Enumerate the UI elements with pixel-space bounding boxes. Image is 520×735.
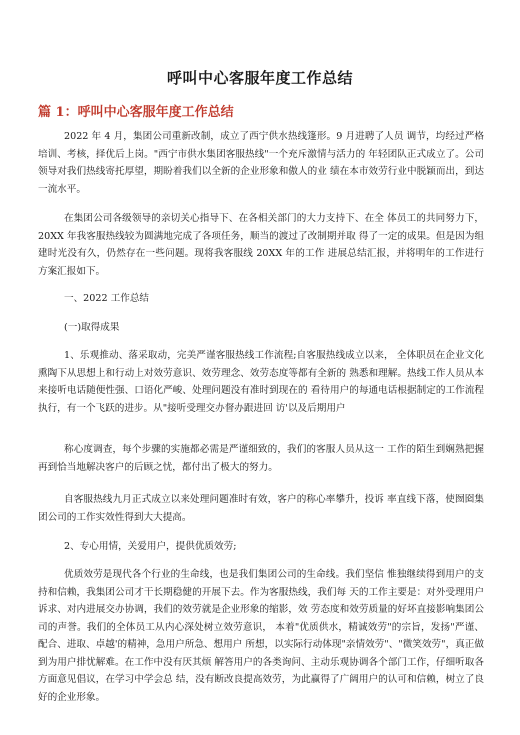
paragraph-intro: 2022 年 4 月，集团公司重新改制，成立了西宁供水热线篷形。9 月进聘了人员 调节，均经过严格培训、考核，择优后上岗。"西宁市供水集团客服热线"一个充斥激情与活力的 年轻团队正式成立了。公司领导对我们热线寄托厚望，期盼着我们以全新的企业形象和傲人的业 绩在本市效劳行业中脱颖而出，到达一流水平。 xyxy=(38,131,484,195)
paragraph-satisfaction: 称心度调查，每个步骤的实施都必需是严谨细致的，我们的客服人员从这一 工作的陌生到娴熟把握再到恰当地解决客户的后顾之忧，都付出了极大的努力。 xyxy=(38,444,484,473)
paragraph-workflow: 1、乐观推动、落采取动，完美严谨客服热线工作流程;自客服热线成立以来， 全体职员在企业文化熏陶下从思想上和行动上对效劳意识、效劳理念、效劳态度等都有全新的 熟悉和理解。热线工作人员从本来接听电话随便性强、口语化严峻、处理问题没有准时到现在的 看待用户的每通电话根据制定的工作流程执行，有一个飞跃的进步。从"接听受理交办督办跟进回 访'以及后期用户 xyxy=(38,350,484,414)
paragraph-complaints: 自客服热线九月正式成立以来处理问题准时有效，客户的称心率攀升，投诉 率直线下落，使囫囵集团公司的工作实效性得到大大提高。 xyxy=(38,494,484,523)
heading-achievements: (一)取得成果 xyxy=(64,322,120,333)
paragraph-quality-service: 优质效劳是现代各个行业的生命线，也是我们集团公司的生命线。我们坚信 惟独继续得到用户的支持和信赖，我集团公司才干长期稳健的开展下去。作为客服热线，我们每 天的工作主要是：对外受理用户诉求、对内进展交办协调，我们的效劳就是企业形象的缩影，效 劳态度和效劳质量的好坏直接影响集团公司的声誉。我们的全体员工从内心深处树立效劳意识， 本着"优质供水，精诚效劳"的宗旨，发扬"严谨、配合、进取、卓越'的精神，急用户所急、想用户 所想，以实际行动体现"亲情效劳"、"微笑效劳"，真正做到为用户排忧解难。在工作中没有厌其烦 解答用户的各类询问、主动乐观协调各个部门工作，仔细听取各方面意见倡议，在学习中学会总 结，没有断改良提高效劳，为此赢得了广阔用户的认可和信赖，树立了良好的企业形象。 xyxy=(38,569,484,703)
document-title: 呼叫中心客服年度工作总结 xyxy=(166,69,353,87)
heading-service: 2、专心用情，关爱用户，提供优质效劳; xyxy=(64,541,237,552)
section-heading: 篇 1：呼叫中心客服年度工作总结 xyxy=(38,105,234,120)
paragraph-summary: 在集团公司各级领导的亲切关心指导下、在各相关部门的大力支持下、在全 体员工的共同努力下，20XX 年我客服热线较为圆满地完成了各项任务，顺当的渡过了改制期并取 得了一定的成果。但是因为组建时光没有久，仍然存在一些问题。现将我客服线 20XX 年的工作 进展总结汇报，并将明年的工作进行方案汇报如下。 xyxy=(38,213,484,277)
heading-work-summary: 一、2022 工作总结 xyxy=(64,293,150,304)
